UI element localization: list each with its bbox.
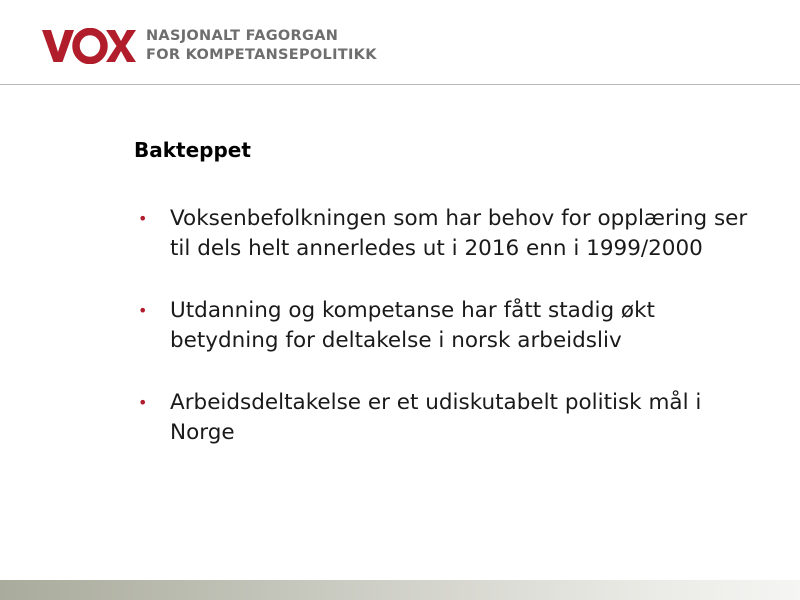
- logo-wordmark: [146, 27, 377, 65]
- list-item: [134, 388, 754, 448]
- bullet-list: [134, 204, 754, 448]
- list-item: [134, 204, 754, 264]
- bullet-text: Utdanning og kompetanse har fått stadig økt betydning for deltakelse i norsk arbeidsliv: [170, 298, 655, 353]
- vox-logo-mark: [40, 28, 136, 64]
- logo-line-2: FOR KOMPETANSEPOLITIKK: [146, 47, 377, 63]
- slide-header: [0, 0, 800, 86]
- bullet-text: Arbeidsdeltakelse er et udiskutabelt politisk mål i Norge: [170, 390, 702, 445]
- footer-bar: [0, 580, 800, 600]
- bullet-text: Voksenbefolkningen som har behov for opplæring ser til dels helt annerledes ut i 2016 enn i 1999/2000: [170, 206, 748, 261]
- bullet-icon: •: [138, 301, 148, 320]
- list-item: [134, 296, 754, 356]
- logo-line-1: NASJONALT FAGORGAN: [146, 28, 339, 44]
- bullet-icon: •: [138, 209, 148, 228]
- slide-title: Bakteppet: [134, 138, 251, 162]
- bullet-icon: •: [138, 393, 148, 412]
- header-divider: [0, 84, 800, 85]
